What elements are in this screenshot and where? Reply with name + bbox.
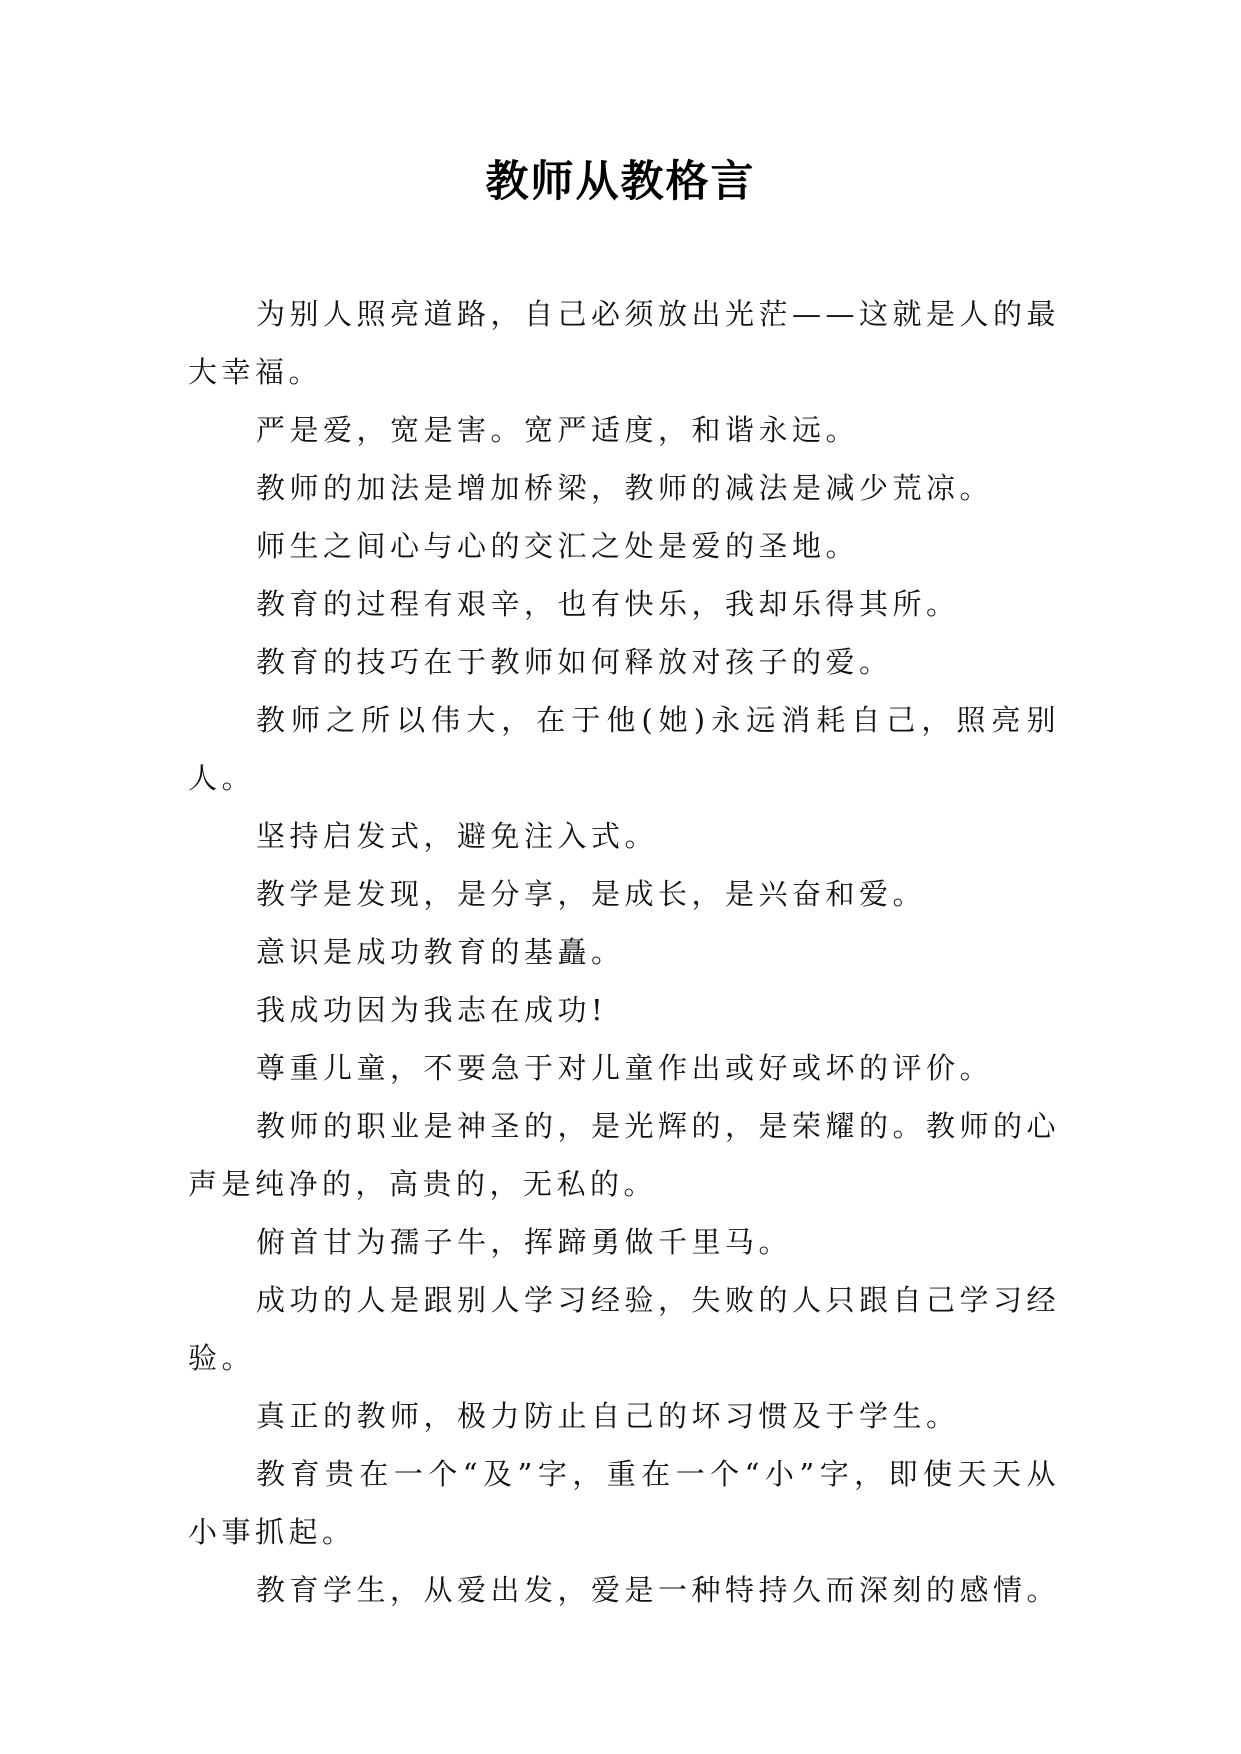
paragraph: 教育的技巧在于教师如何释放对孩子的爱。 (256, 645, 893, 679)
paragraph: 严是爱，宽是害。宽严适度，和谐永远。 (256, 413, 860, 447)
paragraph: 尊重儿童，不要急于对儿童作出或好或坏的评价。 (256, 1051, 994, 1085)
paragraph: 真正的教师，极力防止自己的坏习惯及于学生。 (256, 1399, 960, 1433)
paragraph: 俯首甘为孺子牛，挥蹄勇做千里马。 (256, 1225, 793, 1259)
document-title: 教师从教格言 (485, 157, 756, 207)
paragraph: 师生之间心与心的交汇之处是爱的圣地。 (256, 529, 860, 563)
paragraph: 我成功因为我志在成功! (256, 993, 608, 1027)
paragraph: 坚持启发式，避免注入式。 (256, 819, 659, 853)
paragraph: 教师之所以伟大，在于他(她)永远消耗自己，照亮别人。 (188, 703, 1060, 795)
paragraph: 意识是成功教育的基矗。 (256, 935, 625, 969)
paragraph: 成功的人是跟别人学习经验，失败的人只跟自己学习经验。 (188, 1283, 1061, 1375)
paragraph: 为别人照亮道路，自己必须放出光茫——这就是人的最大幸福。 (188, 297, 1061, 389)
paragraph: 教师的加法是增加桥梁，教师的减法是减少荒凉。 (256, 471, 994, 505)
paragraph: 教师的职业是神圣的，是光辉的，是荣耀的。教师的心声是纯净的，高贵的，无私的。 (188, 1109, 1061, 1201)
document-body (188, 285, 1060, 1619)
paragraph: 教育贵在一个“及”字，重在一个“小”字，即使天天从小事抓起。 (188, 1457, 1060, 1549)
paragraph: 教育学生，从爱出发，爱是一种特持久而深刻的感情。 (256, 1573, 1061, 1607)
paragraph: 教学是发现，是分享，是成长，是兴奋和爱。 (256, 877, 927, 911)
paragraph: 教育的过程有艰辛，也有快乐，我却乐得其所。 (256, 587, 960, 621)
